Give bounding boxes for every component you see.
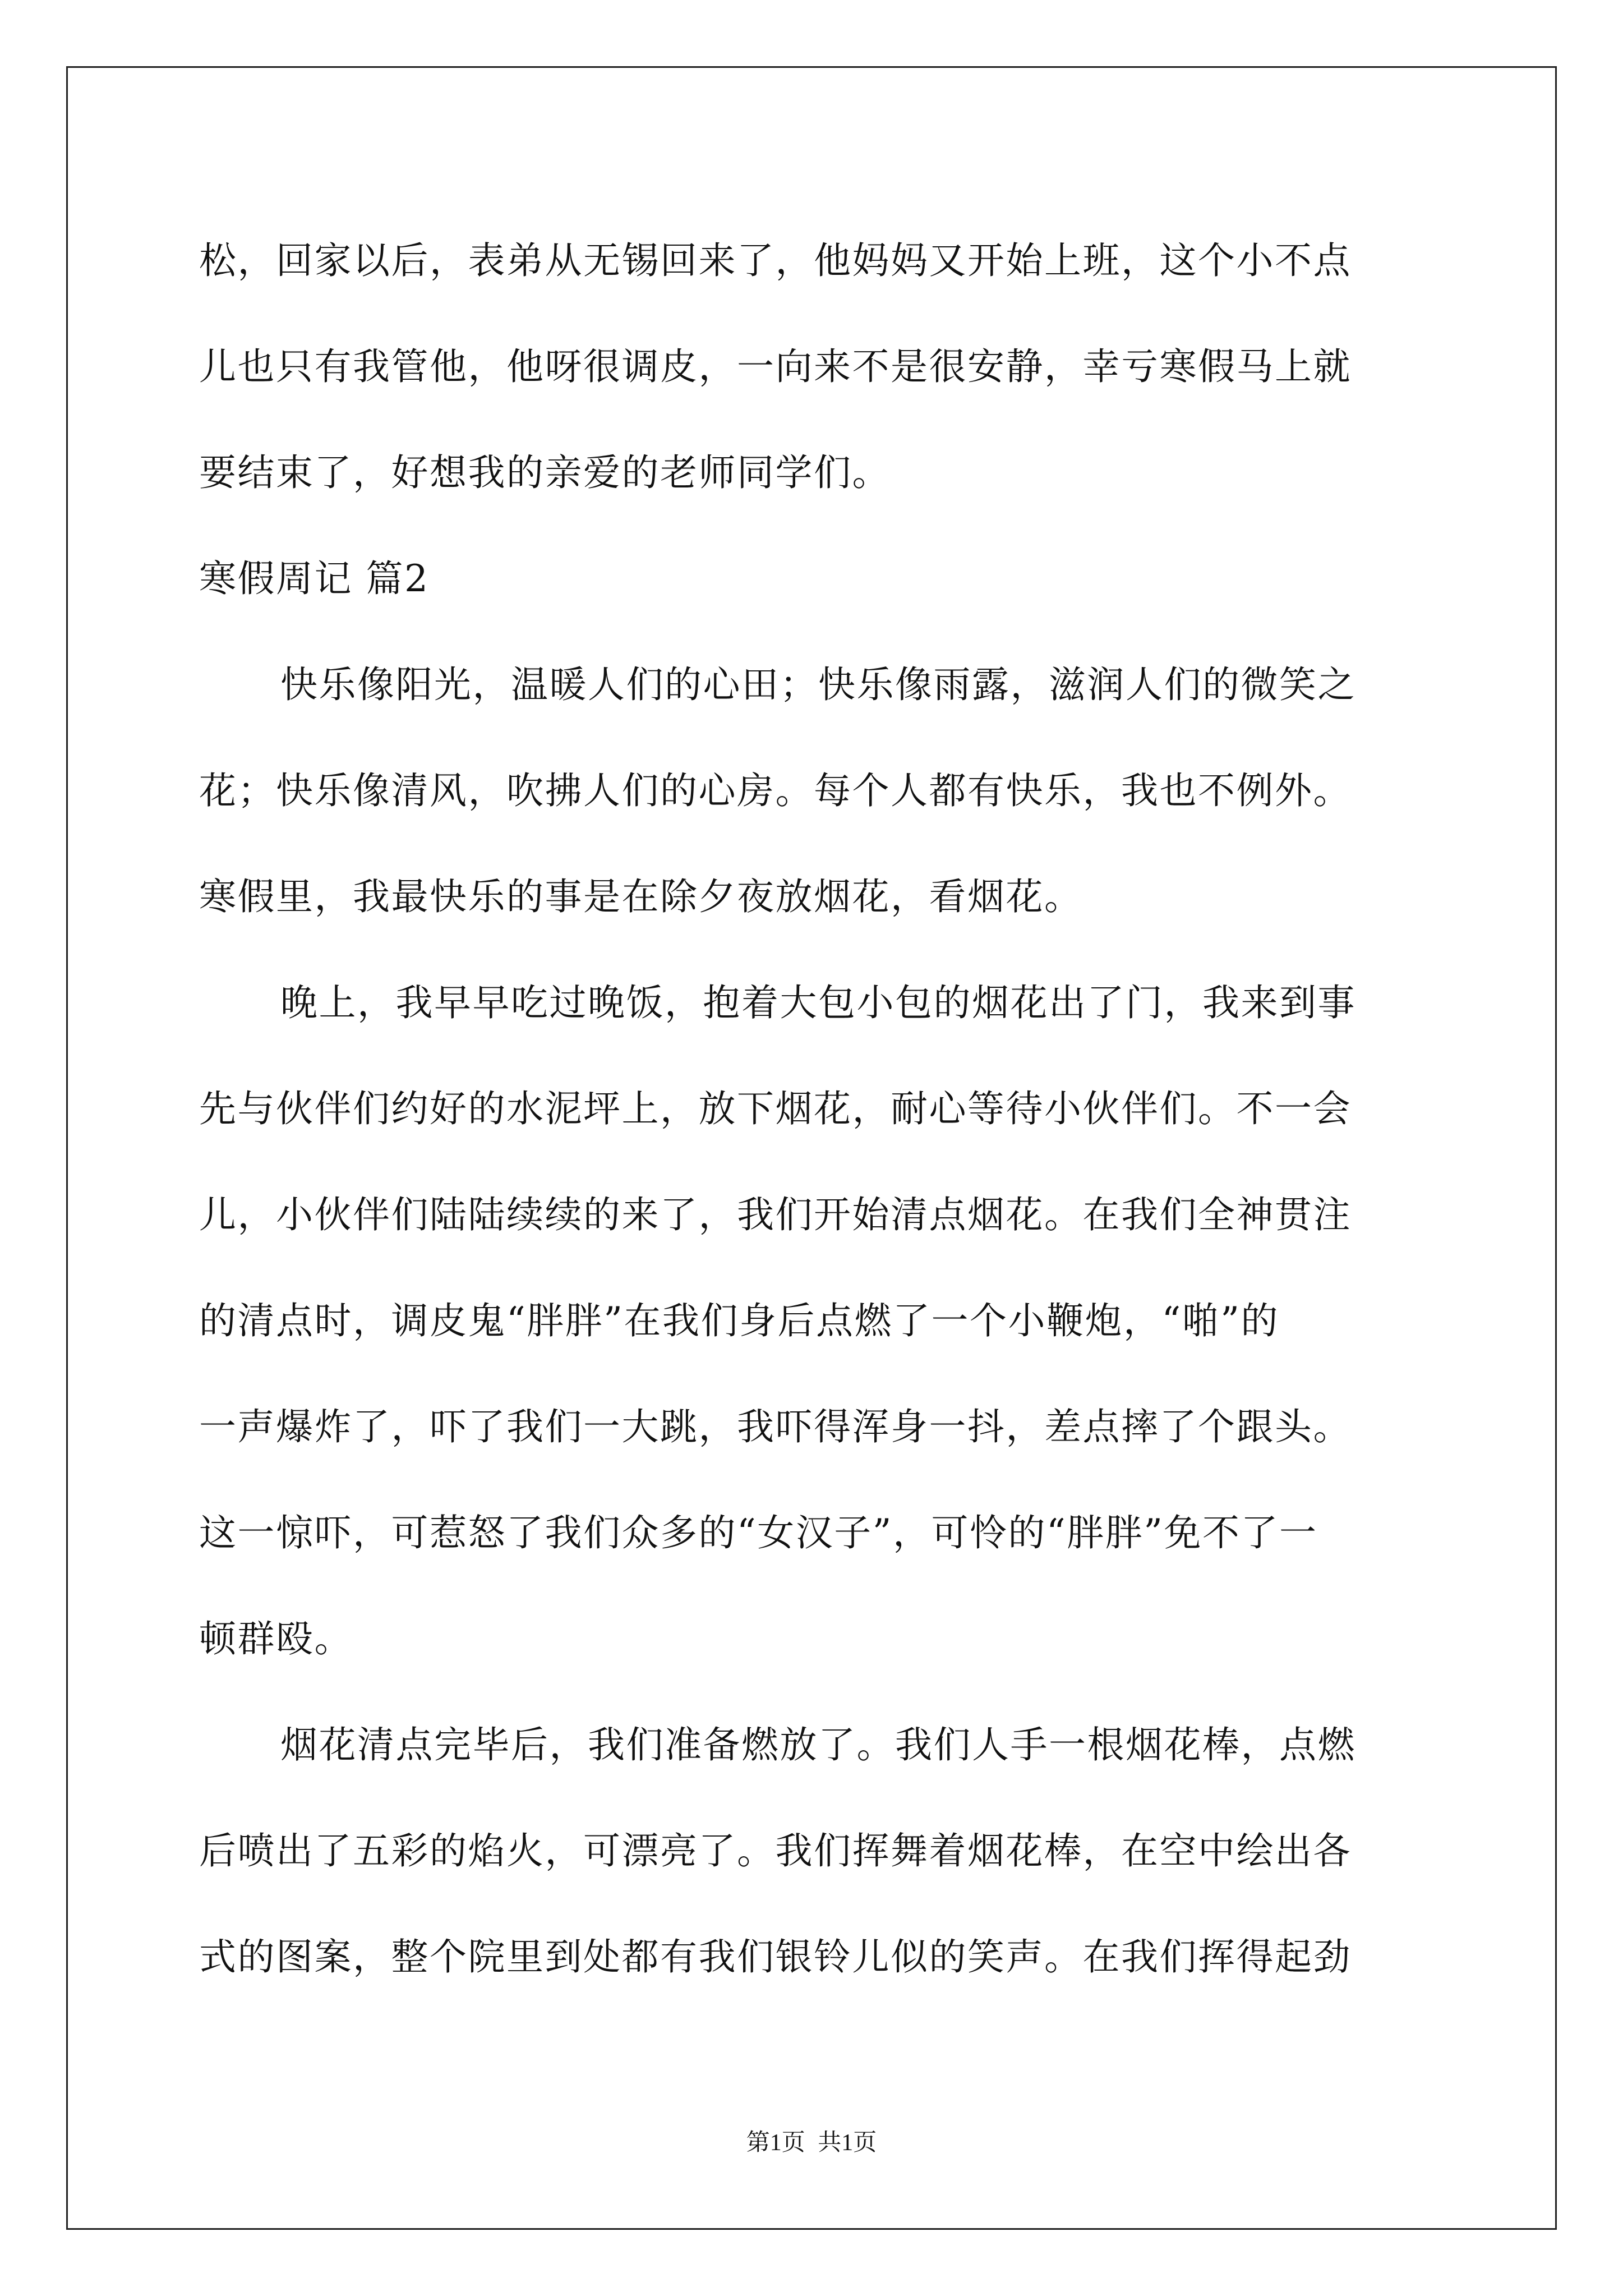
text-line: 花；快乐像清风，吹拂人们的心房。每个人都有快乐，我也不例外。 bbox=[199, 769, 1352, 812]
section-heading: 寒假周记 篇2 bbox=[199, 557, 430, 600]
page-footer bbox=[0, 2126, 1623, 2160]
text-line: 顿群殴。 bbox=[199, 1617, 353, 1660]
text-line: 后喷出了五彩的焰火，可漂亮了。我们挥舞着烟花棒，在空中绘出各 bbox=[199, 1829, 1352, 1872]
document-body bbox=[199, 208, 1424, 2010]
text-line: 一声爆炸了，吓了我们一大跳，我吓得浑身一抖，差点摔了个跟头。 bbox=[199, 1405, 1352, 1448]
text-line: 寒假里，我最快乐的事是在除夕夜放烟花，看烟花。 bbox=[199, 875, 1083, 918]
text-line: 的清点时，调皮鬼“胖胖”在我们身后点燃了一个小鞭炮，“啪”的 bbox=[199, 1299, 1279, 1342]
text-line: 松，回家以后，表弟从无锡回来了，他妈妈又开始上班，这个小不点 bbox=[199, 239, 1352, 282]
page-number-current: 第1页 bbox=[746, 2130, 805, 2156]
text-line: 儿，小伙伴们陆陆续续的来了，我们开始清点烟花。在我们全神贯注 bbox=[199, 1193, 1352, 1236]
text-line: 快乐像阳光，温暖人们的心田；快乐像雨露，滋润人们的微笑之 bbox=[280, 663, 1356, 706]
text-line: 烟花清点完毕后，我们准备燃放了。我们人手一根烟花棒，点燃 bbox=[280, 1723, 1356, 1766]
text-line: 要结束了，好想我的亲爱的老师同学们。 bbox=[199, 451, 891, 494]
page-number-total: 共1页 bbox=[818, 2130, 877, 2156]
text-line: 式的图案，整个院里到处都有我们银铃儿似的笑声。在我们挥得起劲 bbox=[199, 1935, 1352, 1978]
text-line: 先与伙伴们约好的水泥坪上，放下烟花，耐心等待小伙伴们。不一会 bbox=[199, 1087, 1352, 1130]
text-line: 这一惊吓，可惹怒了我们众多的“女汉子”，可怜的“胖胖”免不了一 bbox=[199, 1511, 1318, 1554]
text-line: 晚上，我早早吃过晚饭，抱着大包小包的烟花出了门，我来到事 bbox=[280, 981, 1356, 1024]
text-line: 儿也只有我管他，他呀很调皮，一向来不是很安静，幸亏寒假马上就 bbox=[199, 345, 1352, 388]
